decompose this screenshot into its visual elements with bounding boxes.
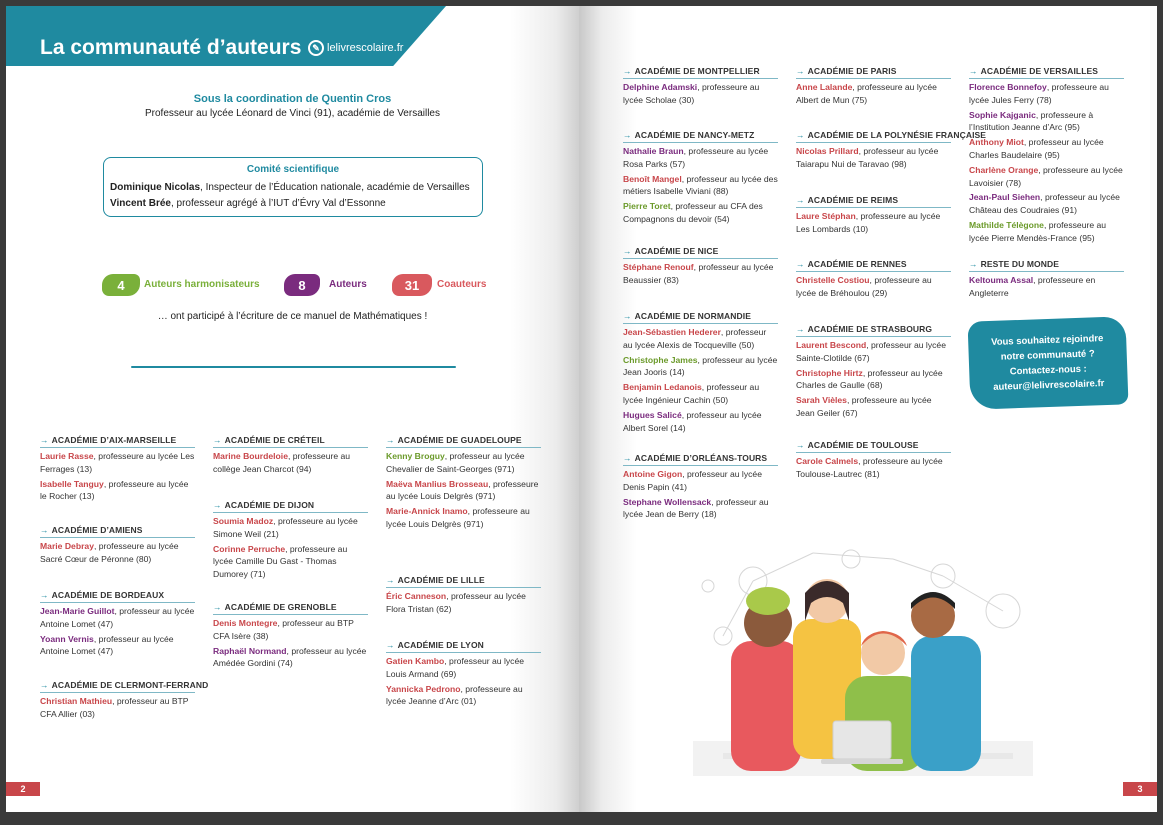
author-name: Anne Lalande [796, 82, 853, 92]
author-description: , professeure au lycée Sacré Cœur de Péronne (80) [40, 541, 179, 564]
coordination-title: Sous la coordination de Quentin Cros [193, 93, 392, 105]
count-badge: 8 [284, 274, 320, 296]
author-name: Stéphane Renouf [623, 262, 694, 272]
academy-block [623, 246, 778, 287]
arrow-right-icon: → [213, 435, 222, 445]
page-number-left: 2 [6, 782, 40, 796]
author-name: Antoine Gigon [623, 469, 683, 479]
academy-block [796, 130, 987, 171]
academy-heading: → ACADÉMIE DE MONTPELLIER [623, 66, 778, 79]
author-entry [386, 655, 541, 681]
book-icon: ✎ [308, 40, 324, 56]
author-entry [623, 81, 778, 107]
author-description: , professeure au lycée Camille Du Gast - Thomas Dumorey (71) [213, 543, 348, 580]
author-entry [40, 605, 195, 631]
author-description: , professeure au lycée Louis Delgrès (971) [386, 478, 539, 502]
author-name: Gatien Kambo [386, 656, 445, 666]
author-description: , professeur au lycée Ingénieur Cachin (50) [623, 382, 760, 405]
academy-block [623, 453, 778, 521]
academy-heading: → ACADÉMIE DE VERSAILLES [969, 66, 1124, 79]
author-description: , professeure au lycée Jules Ferry (78) [969, 82, 1109, 105]
author-name: Yoann Vernis [40, 633, 94, 644]
author-entry [213, 515, 368, 541]
author-name: Maëva Manlius Brosseau [386, 478, 489, 489]
academy-heading: → ACADÉMIE DE CLERMONT-FERRAND [40, 680, 195, 693]
author-name: Anthony Miot [969, 137, 1024, 148]
left-page [6, 6, 579, 812]
author-description: , professeur au lycée des métiers Isabelle Viviani (88) [623, 173, 778, 197]
academy-heading: → ACADÉMIE DE REIMS [796, 195, 951, 208]
arrow-right-icon: → [623, 246, 632, 256]
author-description: , professeur au lycée Charles de Gaulle (68) [796, 367, 943, 391]
arrow-right-icon: → [796, 440, 805, 450]
academy-heading: → ACADÉMIE DE TOULOUSE [796, 440, 951, 453]
author-entry [623, 145, 778, 171]
author-name: Kenny Broguy [386, 451, 445, 461]
academy-heading: → ACADÉMIE DE GUADELOUPE [386, 435, 541, 448]
author-name: Hugues Salicé [623, 409, 682, 420]
author-entry [386, 590, 541, 616]
author-entry [623, 381, 778, 407]
author-description: , professeure au lycée Jeanne d’Arc (01) [386, 683, 523, 707]
author-entry [969, 219, 1124, 245]
author-description: , professeure au lycée Simone Weil (21) [213, 516, 358, 539]
arrow-right-icon: → [40, 590, 49, 600]
author-description: , professeure au lycée Les Ferrages (13) [40, 451, 195, 474]
academy-block [796, 324, 951, 420]
author-entry [40, 450, 195, 476]
academy-block [40, 435, 195, 503]
author-name: Stephane Wollensack [623, 496, 712, 507]
author-description: , professeure au lycée le Rocher (13) [40, 478, 189, 502]
author-name: Carole Calmels [796, 456, 859, 466]
author-name: Christophe James [623, 354, 698, 365]
arrow-right-icon: → [623, 453, 632, 463]
academy-heading: → ACADÉMIE DE NANCY-METZ [623, 130, 778, 143]
author-name: Jean-Marie Guillot [40, 606, 115, 616]
author-entry [796, 274, 951, 300]
author-description: , professeure au lycée Albert de Mun (75) [796, 82, 937, 105]
author-entry [969, 109, 1124, 135]
author-name: Pierre Toret [623, 201, 671, 212]
author-entry [969, 274, 1124, 300]
author-entry [386, 478, 541, 504]
author-name: Marie-Annick Inamo [386, 506, 468, 517]
arrow-right-icon: → [213, 602, 222, 612]
author-name: Denis Montegre [213, 618, 278, 628]
arrow-right-icon: → [796, 195, 805, 205]
author-entry [796, 339, 951, 365]
count-badge: 31 [392, 274, 432, 296]
author-description: , professeur au lycée Beaussier (83) [623, 262, 774, 285]
arrow-right-icon: → [623, 66, 632, 76]
academy-block [796, 195, 951, 236]
author-entry [40, 695, 195, 721]
arrow-right-icon: → [969, 66, 978, 76]
arrow-right-icon: → [796, 66, 805, 76]
author-name: Soumia Madoz [213, 516, 274, 526]
author-entry [796, 145, 951, 171]
author-entry [40, 633, 195, 659]
author-description: , professeur au lycée Albert Sorel (14) [623, 409, 762, 433]
author-name: Jean-Paul Siehen [969, 192, 1041, 203]
author-description: , professeure au lycée de Bréhoulou (29) [796, 275, 932, 298]
author-name: Laurent Bescond [796, 340, 867, 350]
arrow-right-icon: → [213, 500, 222, 510]
author-entry [386, 450, 541, 476]
comite-scientifique-box [103, 157, 483, 217]
academy-block [386, 435, 541, 531]
author-description: , professeure au lycée Les Lombards (10) [796, 211, 941, 234]
author-name: Christian Mathieu [40, 696, 113, 706]
author-entry [213, 450, 368, 476]
author-description: , professeur au lycée Charles Baudelaire (95) [969, 137, 1104, 160]
author-entry [623, 326, 778, 352]
author-entry [796, 367, 951, 393]
author-entry [796, 394, 951, 420]
author-name: Éric Canneson [386, 591, 447, 601]
count-label: Coauteurs [437, 279, 487, 290]
person-right [911, 592, 981, 771]
team-illustration [693, 541, 1033, 776]
academy-block [40, 590, 195, 658]
site-logo[interactable] [308, 40, 403, 56]
academy-heading: → ACADÉMIE D’AIX-MARSEILLE [40, 435, 195, 448]
author-description: , professeur au BTP CFA Allier (03) [40, 696, 189, 719]
author-entry [213, 645, 368, 671]
author-entry [623, 354, 778, 380]
author-description: , professeur au lycée Louis Armand (69) [386, 656, 525, 679]
arrow-right-icon: → [623, 130, 632, 140]
author-description: , professeur au lycée Flora Tristan (62) [386, 591, 526, 614]
comite-title: Comité scientifique [246, 164, 340, 175]
academy-heading: → ACADÉMIE DE RENNES [796, 259, 951, 272]
arrow-right-icon: → [386, 435, 395, 445]
author-entry [623, 261, 778, 287]
author-description: , professeure au lycée Toulouse-Lautrec (81) [796, 456, 943, 479]
academy-heading: → ACADÉMIE DE GRENOBLE [213, 602, 368, 615]
author-description: , professeur au lycée Jean de Berry (18) [623, 496, 769, 520]
author-description: , professeur au lycée Alexis de Tocqueville (50) [623, 327, 767, 350]
author-name: Raphaël Normand [213, 645, 287, 656]
author-entry [623, 496, 778, 522]
author-description: , professeure au lycée Scholae (30) [623, 82, 760, 105]
academy-heading: → ACADÉMIE DE PARIS [796, 66, 951, 79]
academy-block [213, 435, 368, 476]
author-name: Jean-Sébastien Hederer [623, 327, 721, 337]
author-description: , professeur au lycée Chevalier de Saint-Georges (971) [386, 451, 525, 474]
author-name: Charlène Orange [969, 164, 1039, 175]
author-description: , professeur au lycée Antoine Lomet (47) [40, 606, 195, 629]
participation-text: … ont participé à l’écriture de ce manuel de Mathématiques ! [157, 311, 428, 322]
academy-block [969, 66, 1124, 245]
author-entry [386, 505, 541, 531]
arrow-right-icon: → [386, 575, 395, 585]
arrow-right-icon: → [40, 680, 49, 690]
author-description: , professeur au BTP CFA Isère (38) [213, 618, 354, 641]
author-entry [623, 468, 778, 494]
arrow-right-icon: → [969, 259, 978, 269]
academy-block [796, 440, 951, 481]
author-name: Isabelle Tanguy [40, 478, 104, 489]
page-number-right: 3 [1123, 782, 1157, 796]
author-entry [969, 164, 1124, 190]
author-name: Corinne Perruche [213, 543, 286, 554]
academy-heading: → ACADÉMIE DE CRÉTEIL [213, 435, 368, 448]
academy-heading: → ACADÉMIE DE DIJON [213, 500, 368, 513]
academy-heading: → ACADÉMIE DE NORMANDIE [623, 311, 778, 324]
join-community-callout[interactable]: Vous souhaitez rejoindre notre communauté ? Contactez-nous : auteur@lelivrescolaire.fr [968, 316, 1129, 409]
author-entry [969, 136, 1124, 162]
count-label: Auteurs [329, 279, 367, 290]
author-entry [969, 81, 1124, 107]
logo-text: lelivrescolaire.fr [327, 42, 404, 54]
contact-email[interactable]: auteur@lelivrescolaire.fr [993, 378, 1105, 393]
academy-block [40, 525, 195, 566]
author-entry [40, 478, 195, 504]
author-entry [213, 617, 368, 643]
academy-block [213, 500, 368, 581]
author-name: Benjamin Ledanois [623, 382, 702, 393]
academy-heading: → ACADÉMIE DE BORDEAUX [40, 590, 195, 603]
academy-heading: → ACADÉMIE D’AMIENS [40, 525, 195, 538]
author-name: Keltouma Assal [969, 275, 1034, 285]
academy-heading: → ACADÉMIE D’ORLÉANS-TOURS [623, 453, 778, 466]
academy-block [40, 680, 209, 721]
academy-block [386, 640, 541, 708]
academy-block [796, 66, 951, 107]
author-description: , professeur au lycée Jean Jooris (14) [623, 354, 778, 378]
author-description: , professeur au lycée Antoine Lomet (47) [40, 633, 174, 657]
author-entry [40, 540, 195, 566]
author-entry [213, 543, 368, 581]
author-entry [969, 191, 1124, 217]
academy-block [386, 575, 541, 616]
academy-heading: → ACADÉMIE DE LA POLYNÉSIE FRANÇAISE [796, 130, 951, 143]
comite-member: Vincent Brée, professeur agrégé à l’IUT d’Évry Val d’Essonne [110, 198, 386, 209]
academy-heading: → ACADÉMIE DE LYON [386, 640, 541, 653]
author-description: , professeur au CFA des Compagnons du devoir (54) [623, 201, 763, 224]
academy-block [796, 259, 951, 300]
academy-block [623, 66, 778, 107]
author-name: Nicolas Prillard [796, 146, 859, 156]
author-entry [796, 210, 951, 236]
academy-block [623, 130, 778, 226]
author-name: Mathilde Télègone [969, 219, 1044, 230]
author-entry [386, 683, 541, 709]
count-badge: 4 [102, 274, 140, 296]
right-page [579, 6, 1157, 812]
arrow-right-icon: → [623, 311, 632, 321]
divider [131, 366, 456, 368]
author-entry [796, 81, 951, 107]
academy-heading: → ACADÉMIE DE LILLE [386, 575, 541, 588]
author-name: Christophe Hirtz [796, 367, 863, 378]
arrow-right-icon: → [796, 130, 805, 140]
comite-member: Dominique Nicolas, Inspecteur de l’Éducation nationale, académie de Versailles [110, 182, 470, 193]
author-description: , professeure au collège Jean Charcot (94) [213, 451, 351, 474]
laptop-icon [821, 721, 903, 764]
author-name: Florence Bonnefoy [969, 82, 1047, 92]
author-name: Sophie Kajganic [969, 109, 1036, 120]
academy-heading: → ACADÉMIE DE NICE [623, 246, 778, 259]
count-label: Auteurs harmonisateurs [144, 279, 260, 290]
arrow-right-icon: → [796, 324, 805, 334]
author-description: , professeure au lycée Rosa Parks (57) [623, 146, 769, 169]
author-description: , professeure au lycée Pierre Mendès-France (95) [969, 219, 1107, 243]
author-description: , professeur au lycée Taiarapu Nui de Taravao (98) [796, 146, 939, 169]
author-description: , professeure au lycée Louis Delgrès (971) [386, 506, 530, 529]
author-description: , professeur au lycée Sainte-Clotilde (67) [796, 340, 946, 363]
arrow-right-icon: → [796, 259, 805, 269]
arrow-right-icon: → [386, 640, 395, 650]
author-entry [623, 173, 778, 199]
author-description: , professeure au lycée Lavoisier (78) [969, 164, 1123, 188]
author-name: Laurie Rasse [40, 451, 94, 461]
author-name: Christelle Costiou [796, 275, 870, 285]
author-name: Marine Bourdeloie [213, 451, 288, 461]
author-description: , professeure à l’Institution Jeanne d’Arc (95) [969, 109, 1094, 133]
arrow-right-icon: → [40, 525, 49, 535]
author-description: , professeur au lycée Château des Coudraies (91) [969, 192, 1120, 216]
author-description: , professeure au lycée Jean Geiler (67) [796, 395, 932, 418]
author-entry [623, 200, 778, 226]
academy-block [213, 602, 368, 670]
author-name: Nathalie Braun [623, 146, 684, 156]
page-title: La communauté d’auteurs [40, 36, 302, 59]
academy-heading: → RESTE DU MONDE [969, 259, 1124, 272]
author-entry [623, 409, 778, 435]
author-entry [796, 455, 951, 481]
author-description: , professeure en Angleterre [969, 275, 1096, 298]
author-name: Delphine Adamski [623, 82, 698, 92]
person-left [731, 587, 801, 771]
academy-block [623, 311, 778, 434]
coordination-subtitle: Professeur au lycée Léonard de Vinci (91), académie de Versailles [145, 108, 440, 119]
author-description: , professeur au lycée Amédée Gordini (74) [213, 645, 367, 669]
author-name: Sarah Vièles [796, 395, 847, 406]
author-name: Yannicka Pedrono [386, 683, 461, 694]
arrow-right-icon: → [40, 435, 49, 445]
academy-heading: → ACADÉMIE DE STRASBOURG [796, 324, 951, 337]
academy-block [969, 259, 1124, 300]
author-name: Marie Debray [40, 541, 94, 551]
author-name: Benoît Mangel [623, 173, 682, 184]
author-name: Laure Stéphan [796, 211, 856, 221]
author-description: , professeur au lycée Denis Papin (41) [623, 469, 762, 492]
